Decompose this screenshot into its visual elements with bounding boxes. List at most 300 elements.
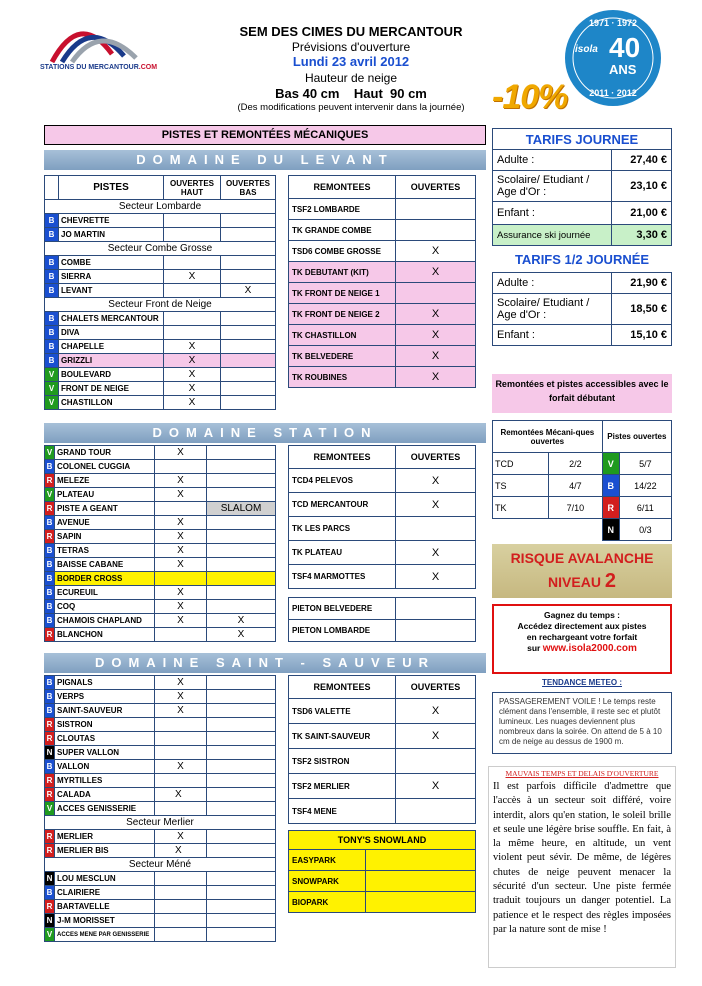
open-bas [207,788,276,802]
piste-row [45,284,276,298]
piste-row [45,746,276,760]
open-haut: X [155,558,207,572]
open-bas [207,446,276,460]
piste-row [45,488,276,502]
remontee-row [289,493,476,517]
piste-row [45,460,276,474]
open-haut [155,900,207,914]
open-bas [207,474,276,488]
open-bas [221,214,276,228]
stats-type: TS [493,475,549,497]
logo-years-top: 1971 · 1972 [588,18,638,28]
tarif-price: 23,10 € [612,171,672,202]
subtitle: Prévisions d'ouverture [291,40,411,54]
piste-row [45,382,276,396]
open-haut [164,284,221,298]
open-haut: X [155,676,207,690]
level-blue: B [45,704,55,718]
logo-number: 40 [609,32,641,63]
piste-name: LOU MESCLUN [55,872,155,886]
open-haut [164,256,221,270]
pieton-open [396,620,476,642]
open-bas [207,886,276,900]
level-blue: B [45,270,59,284]
piste-row [45,544,276,558]
open-bas: X [207,628,276,642]
open-haut [155,732,207,746]
open-bas [207,460,276,474]
tarifs-demi-title: TARIFS 1/2 JOURNÉE [514,251,650,267]
piste-name: MELEZE [55,474,155,488]
piste-row [45,586,276,600]
pistes-station-table [44,445,276,642]
remontee-name: TK DEBUTANT (KIT) [289,262,396,283]
level-blue: B [45,284,59,298]
open-haut: X [155,544,207,558]
open-bas [207,516,276,530]
date: Lundi 23 avril 2012 [292,54,410,69]
open-bas [207,600,276,614]
piste-name: DIVA [59,326,164,340]
piste-name: CHEVRETTE [59,214,164,228]
open-bas [207,488,276,502]
open-bas [207,704,276,718]
tarif-label: Scolaire/ Etudiant / Age d'Or : [493,294,612,325]
open-bas [221,368,276,382]
open-haut: X [164,368,221,382]
open-bas [221,228,276,242]
level-red: R [602,497,619,519]
col-remontees: REMONTEES [289,446,396,469]
piste-row [45,628,276,642]
stats-pistes: 14/22 [619,475,671,497]
level-blue: B [45,760,55,774]
sector-header: Secteur Front de Neige [45,298,276,312]
remontee-row [289,346,476,367]
piste-row [45,788,276,802]
stats-rem: 2/2 [549,453,603,475]
open-haut [155,572,207,586]
stats-header-remontees: Remontées Mécani-ques ouvertes [493,421,603,453]
remontee-name: TSF4 MARMOTTES [289,565,396,589]
open-haut: X [155,788,207,802]
open-haut [164,228,221,242]
stats-header-pistes: Pistes ouvertes [602,421,671,453]
stats-rem: 7/10 [549,497,603,519]
remontee-open: X [396,724,476,749]
stats-pistes: 5/7 [619,453,671,475]
level-red: R [45,502,55,516]
piste-row [45,396,276,410]
band-station: DOMAINE STATION [44,423,486,443]
open-bas [207,718,276,732]
tarif-price: 15,10 € [612,325,672,346]
level-blue: B [45,586,55,600]
avalanche-level: 2 [604,570,616,592]
pieton-open [396,598,476,620]
open-bas [207,760,276,774]
piste-row [45,886,276,900]
debutant-note: Remontées et pistes accessibles avec le forfait débutant [492,374,672,413]
open-haut [164,312,221,326]
piste-row [45,704,276,718]
level-blue: B [45,312,59,326]
gain-title: Gagnez du temps : [543,610,621,620]
piste-row [45,270,276,284]
level-red: R [45,774,55,788]
remontee-open: X [396,469,476,493]
open-haut: X [164,340,221,354]
piste-row [45,474,276,488]
piste-name: PLATEAU [55,488,155,502]
level-blue: B [602,475,619,497]
logo-years-bottom: 2011 · 2012 [589,88,637,98]
header-note: (Des modifications peuvent intervenir dans la journée) [237,102,465,113]
remontee-row [289,241,476,262]
piste-row [45,600,276,614]
level-red: R [45,530,55,544]
stats-rem: 4/7 [549,475,603,497]
open-haut: X [164,396,221,410]
col-bas: OUVERTES BAS [221,176,276,200]
level-blue: B [45,572,55,586]
remontee-row [289,469,476,493]
open-haut: X [155,690,207,704]
open-bas [207,900,276,914]
snowland-table [288,830,476,913]
level-green: V [602,453,619,475]
remontee-row [289,517,476,541]
open-bas [221,340,276,354]
piste-name: CLAIRIERE [55,886,155,900]
tarifs-journee-title: TARIFS JOURNEE [493,129,672,150]
open-bas [207,544,276,558]
piste-name: CHASTILLON [59,396,164,410]
pieton-name: PIETON LOMBARDE [289,620,396,642]
piste-name: MERLIER BIS [55,844,155,858]
level-blue: B [45,614,55,628]
open-bas [221,396,276,410]
piste-name: SISTRON [55,718,155,732]
level-blue: B [45,256,59,270]
open-haut: X [155,614,207,628]
level-red: R [45,628,55,642]
piste-name: COMBE [59,256,164,270]
remontee-row [289,367,476,388]
remontee-open: X [396,367,476,388]
piste-row [45,844,276,858]
open-bas [207,690,276,704]
mauvais-title: MAUVAIS TEMPS ET DELAIS D'OUVERTURE [505,769,659,778]
remontee-row [289,283,476,304]
piste-name: CHAMOIS CHAPLAND [55,614,155,628]
remontee-name: TSD6 VALETTE [289,699,396,724]
pieton-name: PIETON BELVEDERE [289,598,396,620]
level-green: V [45,802,55,816]
level-red: R [45,830,55,844]
piste-name: PISTE A GEANT [55,502,155,516]
open-haut [164,214,221,228]
sector-header: Secteur Merlier [45,816,276,830]
open-bas: X [207,614,276,628]
open-haut: X [164,270,221,284]
snowland-item: EASYPARK [289,850,366,871]
gain-line2: Accédez directement aux pistes [517,621,647,631]
piste-row [45,760,276,774]
piste-name: BAISSE CABANE [55,558,155,572]
piste-name: CHAPELLE [59,340,164,354]
remontee-open: X [396,325,476,346]
piste-name: BORDER CROSS [55,572,155,586]
open-haut: X [155,704,207,718]
remontee-open [396,199,476,220]
piste-name: LEVANT [59,284,164,298]
piste-name: ACCES GENISSERIE [55,802,155,816]
piste-row [45,516,276,530]
stats-pistes: 6/11 [619,497,671,519]
remontee-open [396,799,476,824]
level-red: R [45,718,55,732]
remontee-name: TCD4 PELEVOS [289,469,396,493]
piste-name: MERLIER [55,830,155,844]
open-bas [207,530,276,544]
remontee-open [396,517,476,541]
piste-row [45,312,276,326]
open-haut: X [155,530,207,544]
piste-name: MYRTILLES [55,774,155,788]
logo-word: ANS [609,62,637,77]
tarif-label: Scolaire/ Etudiant / Age d'Or : [493,171,612,202]
piste-name: GRIZZLI [59,354,164,368]
remontee-open: X [396,304,476,325]
logo-left-suffix: .COM [138,64,158,71]
piste-name: BLANCHON [55,628,155,642]
gain-url-link[interactable]: www.isola2000.com [542,643,637,654]
avalanche-line1: RISQUE AVALANCHE [510,550,654,566]
level-red: R [45,900,55,914]
piste-name: PIGNALS [55,676,155,690]
open-haut [155,746,207,760]
piste-row [45,872,276,886]
tarif-price: 21,00 € [612,202,672,225]
open-bas [207,802,276,816]
piste-name: VALLON [55,760,155,774]
piste-row [45,446,276,460]
meteo-title: TENDANCE METEO : [542,678,622,687]
remontee-open [396,283,476,304]
remontees-station-table [288,445,476,589]
level-blue: B [45,340,59,354]
open-haut: X [155,760,207,774]
piste-row [45,802,276,816]
remontee-name: TK GRANDE COMBE [289,220,396,241]
tarifs-journee-table [492,128,672,346]
open-haut: X [155,844,207,858]
piste-row [45,214,276,228]
open-bas [221,270,276,284]
piste-row [45,676,276,690]
piste-row [45,928,276,942]
open-haut [155,460,207,474]
remontee-open: X [396,565,476,589]
level-blue: B [45,676,55,690]
remontee-name: TSF2 MERLIER [289,774,396,799]
remontee-name: TSF2 SISTRON [289,749,396,774]
open-haut [155,774,207,788]
piste-row [45,502,276,516]
pietons-table [288,597,476,642]
col-remontees: REMONTEES [289,676,396,699]
open-haut [155,502,207,516]
remontee-row [289,262,476,283]
remontee-name: TK LES PARCS [289,517,396,541]
piste-row [45,256,276,270]
remontee-open: X [396,493,476,517]
remontee-name: TK FRONT DE NEIGE 1 [289,283,396,304]
remontee-open: X [396,699,476,724]
open-haut: X [155,600,207,614]
piste-row [45,340,276,354]
avalanche-line2: NIVEAU [548,574,601,590]
level-blue: B [45,214,59,228]
open-haut: X [155,488,207,502]
level-green: V [45,446,55,460]
col-ouvertes: OUVERTES [396,446,476,469]
remontee-open [396,220,476,241]
level-blue: B [45,326,59,340]
piste-row [45,914,276,928]
snow-label: Hauteur de neige [304,71,398,85]
remontee-name: TSD6 COMBE GROSSE [289,241,396,262]
open-haut: X [155,586,207,600]
open-haut [155,872,207,886]
piste-name: CALADA [55,788,155,802]
stats-type: TCD [493,453,549,475]
remontee-name: TK SAINT-SAUVEUR [289,724,396,749]
tarif-label: Assurance ski journée [493,225,612,246]
col-ouvertes: OUVERTES [396,176,476,199]
meteo-box [492,678,672,762]
open-haut [155,914,207,928]
level-blue: B [45,228,59,242]
open-haut: X [155,830,207,844]
piste-name: SAINT-SAUVEUR [55,704,155,718]
piste-name: CHALETS MERCANTOUR [59,312,164,326]
level-green: V [45,488,55,502]
remontee-name: TK PLATEAU [289,541,396,565]
tarif-label: Adulte : [493,273,612,294]
remontee-open: X [396,262,476,283]
stats-type: TK [493,497,549,519]
piste-row [45,530,276,544]
remontee-row [289,749,476,774]
gain-prefix: sur [527,643,541,653]
logo-brand: isola [575,44,598,55]
piste-name: JO MARTIN [59,228,164,242]
open-bas [207,830,276,844]
piste-name: BARTAVELLE [55,900,155,914]
open-haut [155,718,207,732]
discount-badge: -10% [492,78,568,116]
col-ouvertes: OUVERTES [396,676,476,699]
piste-row [45,718,276,732]
level-blue: B [45,690,55,704]
piste-row [45,900,276,914]
level-blue: B [45,354,59,368]
piste-row [45,228,276,242]
avalanche-box [492,544,672,598]
pistes-sauveur-table [44,675,276,942]
remontee-name: TSF4 MENE [289,799,396,824]
level-black: N [602,519,619,541]
level-green: V [45,928,55,942]
piste-name: TETRAS [55,544,155,558]
level-green: V [45,396,59,410]
remontee-name: TK BELVEDERE [289,346,396,367]
level-blue: B [45,886,55,900]
stats-table [492,420,672,541]
piste-row [45,690,276,704]
remontee-row [289,199,476,220]
open-bas [221,256,276,270]
open-bas [221,326,276,340]
open-bas [221,382,276,396]
snowland-title: TONY'S SNOWLAND [289,831,476,850]
sector-header: Secteur Méné [45,858,276,872]
sector-header: Secteur Lombarde [45,200,276,214]
tarif-price: 21,90 € [612,273,672,294]
level-black: N [45,914,55,928]
col-remontees: REMONTEES [289,176,396,199]
open-haut: X [164,354,221,368]
piste-name: ECUREUIL [55,586,155,600]
open-haut [155,886,207,900]
snow-values: Bas 40 cm Haut 90 cm [275,86,427,101]
open-bas [207,914,276,928]
piste-name: COLONEL CUGGIA [55,460,155,474]
piste-name: J-M MORISSET [55,914,155,928]
remontee-row [289,325,476,346]
level-red: R [45,474,55,488]
open-bas [207,746,276,760]
open-bas: X [221,284,276,298]
open-bas [207,774,276,788]
level-black: N [45,872,55,886]
remontee-row [289,724,476,749]
level-blue: B [45,516,55,530]
slalom-label: SLALOM [207,502,276,516]
remontee-open: X [396,346,476,367]
open-haut [164,326,221,340]
remontee-row [289,565,476,589]
sector-header: Secteur Combe Grosse [45,242,276,256]
logo-left-text: STATIONS DU MERCANTOUR [40,64,139,71]
col-haut: OUVERTES HAUT [164,176,221,200]
snowland-item: SNOWPARK [289,871,366,892]
tarif-price: 18,50 € [612,294,672,325]
piste-row [45,732,276,746]
pistes-levant-table [44,175,276,410]
col-pistes: PISTES [59,176,164,200]
piste-row [45,368,276,382]
open-bas [207,572,276,586]
tarif-price: 27,40 € [612,150,672,171]
piste-row [45,614,276,628]
level-blue: B [45,558,55,572]
tarif-label: Enfant : [493,202,612,225]
open-bas [207,844,276,858]
remontee-row [289,799,476,824]
